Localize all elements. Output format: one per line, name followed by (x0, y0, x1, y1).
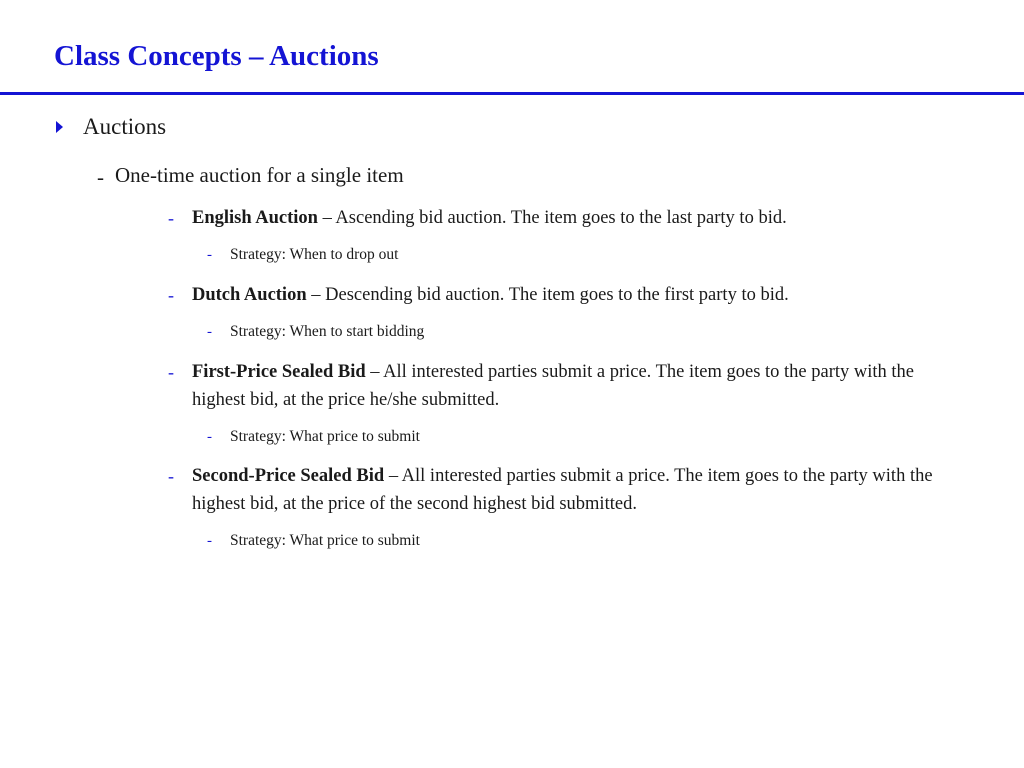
auction-strategy: Strategy: When to drop out (230, 246, 399, 263)
bullet-level1: Auctions (83, 114, 167, 139)
auction-description: – All interested parties submit a price. The item goes to the party with the highest bid, at the price he/she submitted. (192, 362, 915, 410)
dash-bullet-icon: - (207, 533, 212, 549)
dash-bullet-icon: - (97, 165, 104, 189)
bullet-level2: One-time auction for a single item (115, 163, 404, 187)
dash-bullet-icon: - (168, 362, 174, 382)
auction-description: – Ascending bid auction. The item goes to the last party to bid. (322, 208, 787, 228)
auction-item-english (192, 204, 952, 232)
auction-description: – All interested parties submit a price. The item goes to the party with the highest bid, at the price of the second highest bid submitted. (192, 466, 933, 514)
auction-strategy: Strategy: When to start bidding (230, 323, 425, 340)
title-divider (0, 92, 1024, 95)
dash-bullet-icon: - (207, 324, 212, 340)
auction-name: Dutch Auction (192, 285, 307, 305)
auction-description: – Descending bid auction. The item goes to the first party to bid. (311, 285, 789, 305)
dash-bullet-icon: - (207, 429, 212, 445)
triangle-bullet-icon (56, 121, 63, 133)
auction-strategy: Strategy: What price to submit (230, 532, 420, 549)
auction-name: Second-Price Sealed Bid (192, 466, 385, 486)
auction-item-first-price (192, 358, 952, 414)
slide-title: Class Concepts – Auctions (54, 40, 379, 72)
auction-name: English Auction (192, 208, 318, 228)
auction-name: First-Price Sealed Bid (192, 362, 366, 382)
auction-item-dutch (192, 281, 952, 309)
auction-strategy: Strategy: What price to submit (230, 428, 420, 445)
dash-bullet-icon: - (168, 285, 174, 305)
dash-bullet-icon: - (168, 466, 174, 486)
dash-bullet-icon: - (207, 247, 212, 263)
dash-bullet-icon: - (168, 208, 174, 228)
auction-item-second-price (192, 462, 952, 518)
